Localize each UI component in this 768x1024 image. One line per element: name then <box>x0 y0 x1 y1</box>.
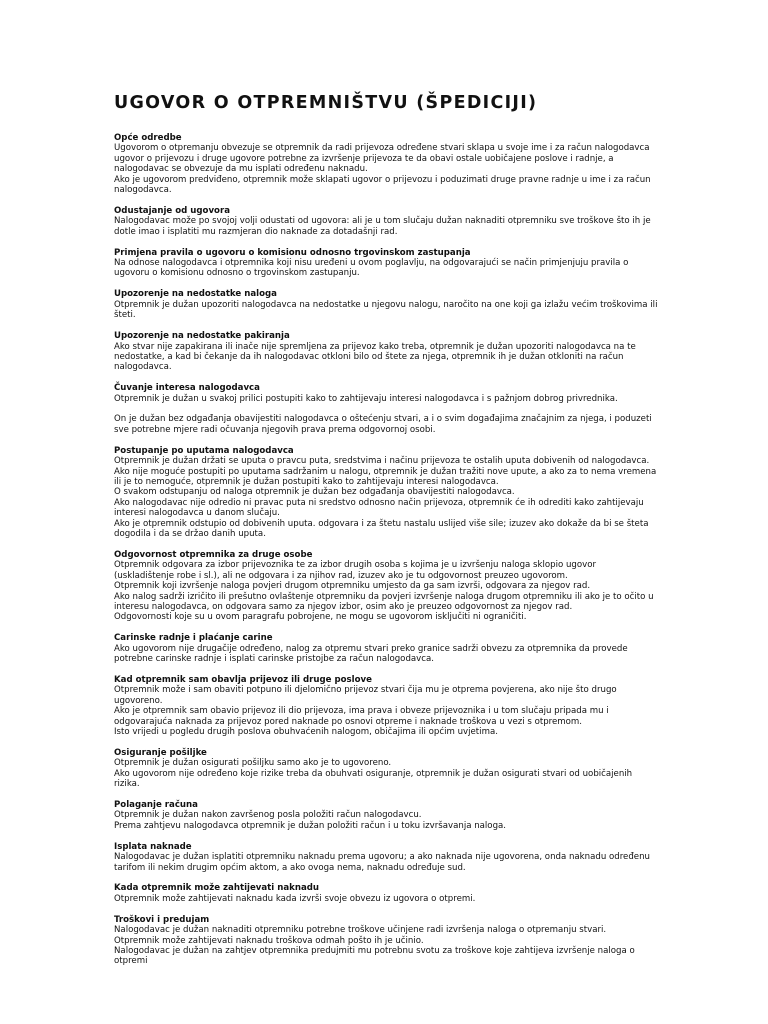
section-paragraph: Otpremnik može zahtijevati naknadu kada izvrši svoje obvezu iz ugovora o otpremi. <box>114 893 476 904</box>
section-paragraph: Ako nalog sadrži izričito ili prešutno ovlaštenje otpremniku da povjeri izvršenje naloga drugom otpremniku ili ako je to očito u interesu nalogodavca, on odgovara samo za njegov izbor, osim ako je preuzeo odgovornost za njegov rad. <box>114 591 654 612</box>
section-paragraph: Ako ugovorom nije određeno koje rizike treba da obuhvati osiguranje, otpremnik je dužan osigurati stvari od uobičajenih rizika. <box>114 768 633 790</box>
section <box>114 915 658 967</box>
section <box>114 248 658 279</box>
section-paragraph: Ako je otpremnik sam obavio prijevoz ili dio prijevoza, ima prava i obveze prijevoznika i u tom slučaju pripada mu i odgovarajuća naknada za prijevoz pored naknade po osnovi otpreme i naknade troškova u vezi s otpremom. <box>114 706 609 727</box>
section-paragraph: Otpremnik može zahtijevati naknadu troškova odmah pošto ih je učinio. <box>114 935 424 946</box>
section-paragraph: Odgovornosti koje su u ovom paragrafu pobrojene, ne mogu se ugovorom isključiti ni ograničiti. <box>114 612 527 623</box>
section <box>114 800 658 831</box>
section <box>114 748 658 790</box>
section <box>114 883 658 904</box>
section-heading: Carinske radnje i plaćanje carine <box>114 633 273 644</box>
section <box>114 206 658 237</box>
section-heading: Odustajanje od ugovora <box>114 205 230 216</box>
section-heading: Osiguranje pošiljke <box>114 747 207 758</box>
section <box>114 331 658 373</box>
section-heading: Opće odredbe <box>114 133 182 143</box>
section-paragraph: Otpremnik je dužan upozoriti nalogodavca na nedostatke u njegovu nalogu, naročito na one koji ga izlažu većim troškovima ili šteti. <box>114 299 658 321</box>
section-paragraph: Otpremnik je dužan držati se uputa o pravcu puta, sredstvima i načinu prijevoza te ostalih uputa dobivenih od nalogodavca. <box>114 456 650 467</box>
document-body <box>114 133 658 967</box>
section <box>114 446 658 540</box>
section-paragraph: Nalogodavac je dužan isplatiti otpremniku naknadu prema ugovoru; a ako naknada nije ugovorena, onda naknadu određenu tarifom ili nekim drugim općim aktom, a ako ovoga nema, naknadu određuje sud. <box>114 852 650 873</box>
section-heading: Troškovi i predujam <box>114 914 210 925</box>
section <box>114 633 658 664</box>
section-paragraph: Prema zahtjevu nalogodavca otpremnik je dužan položiti račun i u toku izvršavanja naloga. <box>114 820 507 831</box>
section-paragraph: Ugovorom o otpremanju obvezuje se otpremnik da radi prijevoza određene stvari sklapa u svoje ime i za račun nalogodavca ugovor o prijevozu i druge ugovore potrebne za izvršenje prijevoza te da obavi ostale uobičajene poslove i radnje, a nalogodavac se obvezuje da mu isplati određenu naknadu. <box>114 143 650 175</box>
section-paragraph: Ako ugovorom nije drugačije određeno, nalog za otpremu stvari preko granice sadrži obvezu za otpremnika da provede potrebne carinske radnje i isplati carinske pristojbe za račun nalogodavca. <box>114 643 628 665</box>
section-paragraph: Ako je ugovorom predviđeno, otpremnik može sklapati ugovor o prijevozu i poduzimati druge pravne radnje u ime i za račun nalogodavca. <box>114 174 651 196</box>
section <box>114 133 658 195</box>
section-paragraph: Ako je otpremnik odstupio od dobivenih uputa. odgovara i za štetu nastalu uslijed više sile; izuzev ako dokaže da bi se šteta dogodila i da se držao danih uputa. <box>114 518 649 539</box>
section <box>114 383 658 435</box>
section-paragraph: Nalogodavac je dužan na zahtjev otpremnika predujmiti mu potrebnu svotu za troškove koje zahtijeva izvršenje naloga o otpremi <box>114 945 635 967</box>
section-heading: Kad otpremnik sam obavlja prijevoz ili druge poslove <box>114 674 372 685</box>
section-paragraph: Ako nije moguće postupiti po uputama sadržanim u nalogu, otpremnik je dužan tražiti nove upute, a ako za to nema vremena ili je to nemoguće, otpremnik je dužan postupiti kako to zahtijevaju interesi nalogodavca. <box>114 466 657 487</box>
section-heading: Postupanje po uputama nalogodavca <box>114 445 294 456</box>
section-heading: Upozorenje na nedostatke naloga <box>114 289 277 300</box>
section-paragraph: Otpremnik koji izvršenje naloga povjeri drugom otpremniku umjesto da ga sam izvrši, odgovara za njegov rad. <box>114 581 591 592</box>
section <box>114 842 658 873</box>
section-paragraph: On je dužan bez odgađanja obavijestiti nalogodavca o oštećenju stvari, a i o svim događajima značajnim za njega, i poduzeti sve potrebne mjere radi očuvanja njegovih prava prema odgovornoj osobi. <box>114 414 652 435</box>
section-heading: Čuvanje interesa nalogodavca <box>114 383 260 394</box>
section-paragraph: Otpremnik može i sam obaviti potpuno ili djelomično prijevoz stvari čija mu je otprema povjerena, ako nije što drugo ugovoreno. <box>114 685 617 706</box>
section-heading: Primjena pravila o ugovoru o komisionu odnosno trgovinskom zastupanja <box>114 247 471 258</box>
section-paragraph: Nalogodavac može po svojoj volji odustati od ugovora: ali je u tom slučaju dužan naknaditi otpremniku sve troškove što ih je dotle imao i isplatiti mu razmjeran dio naknade za dotadašnji rad. <box>114 216 651 237</box>
section-paragraph: Nalogodavac je dužan naknaditi otpremniku potrebne troškove učinjene radi izvršenja naloga o otpremanju stvari. <box>114 925 607 936</box>
section-paragraph: Na odnose nalogodavca i otpremnika koji nisu uređeni u ovom poglavlju, na odgovarajući se način primjenjuju pravila o ugovoru o komisionu odnosno o trgovinskom zastupanju. <box>114 258 629 279</box>
section-paragraph: Otpremnik je dužan nakon završenog posla položiti račun nalogodavcu. <box>114 810 422 821</box>
section <box>114 289 658 320</box>
section-heading: Isplata naknade <box>114 841 192 852</box>
section-heading: Kada otpremnik može zahtijevati naknadu <box>114 883 320 894</box>
section-paragraph: Ako nalogodavac nije odredio ni pravac puta ni sredstvo odnosno način prijevoza, otpremnik će ih odrediti kako zahtijevaju interesi nalogodavca u danom slučaju. <box>114 497 644 519</box>
section-paragraph: Otpremnik odgovara za izbor prijevoznika te za izbor drugih osoba s kojima je u izvršenju naloga sklopio ugovor (uskladištenje robe i sl.), ali ne odgovara i za njihov rad, izuzev ako je tu odgovornost preuzeo ugovorom. <box>114 560 597 581</box>
document-title: UGOVOR O OTPREMNIŠTVU (ŠPEDICIJI) <box>114 93 538 113</box>
section-heading: Polaganje računa <box>114 800 198 811</box>
section <box>114 675 658 737</box>
section-paragraph: Ako stvar nije zapakirana ili inače nije spremljena za prijevoz kako treba, otpremnik je dužan upozoriti nalogodavca na te nedostatke, a kad bi čekanje da ih nalogodavac otkloni bilo od štete za njega, otpremnik ih je dužan otkloniti na račun nalogodavca. <box>114 341 636 373</box>
section <box>114 550 658 623</box>
section-paragraph: O svakom odstupanju od naloga otpremnik je dužan bez odgađanja obavijestiti nalogodavca. <box>114 487 515 498</box>
section-paragraph: Isto vrijedi u pogledu drugih poslova obuhvaćenih nalogom, običajima ili općim uvjetima. <box>114 726 498 737</box>
section-paragraph: Otpremnik je dužan u svakoj prilici postupiti kako to zahtijevaju interesi nalogodavca i s pažnjom dobrog privrednika. <box>114 393 618 404</box>
section-heading: Odgovornost otpremnika za druge osobe <box>114 549 313 560</box>
section-paragraph: Otpremnik je dužan osigurati pošiljku samo ako je to ugovoreno. <box>114 758 392 769</box>
section-heading: Upozorenje na nedostatke pakiranja <box>114 331 290 342</box>
